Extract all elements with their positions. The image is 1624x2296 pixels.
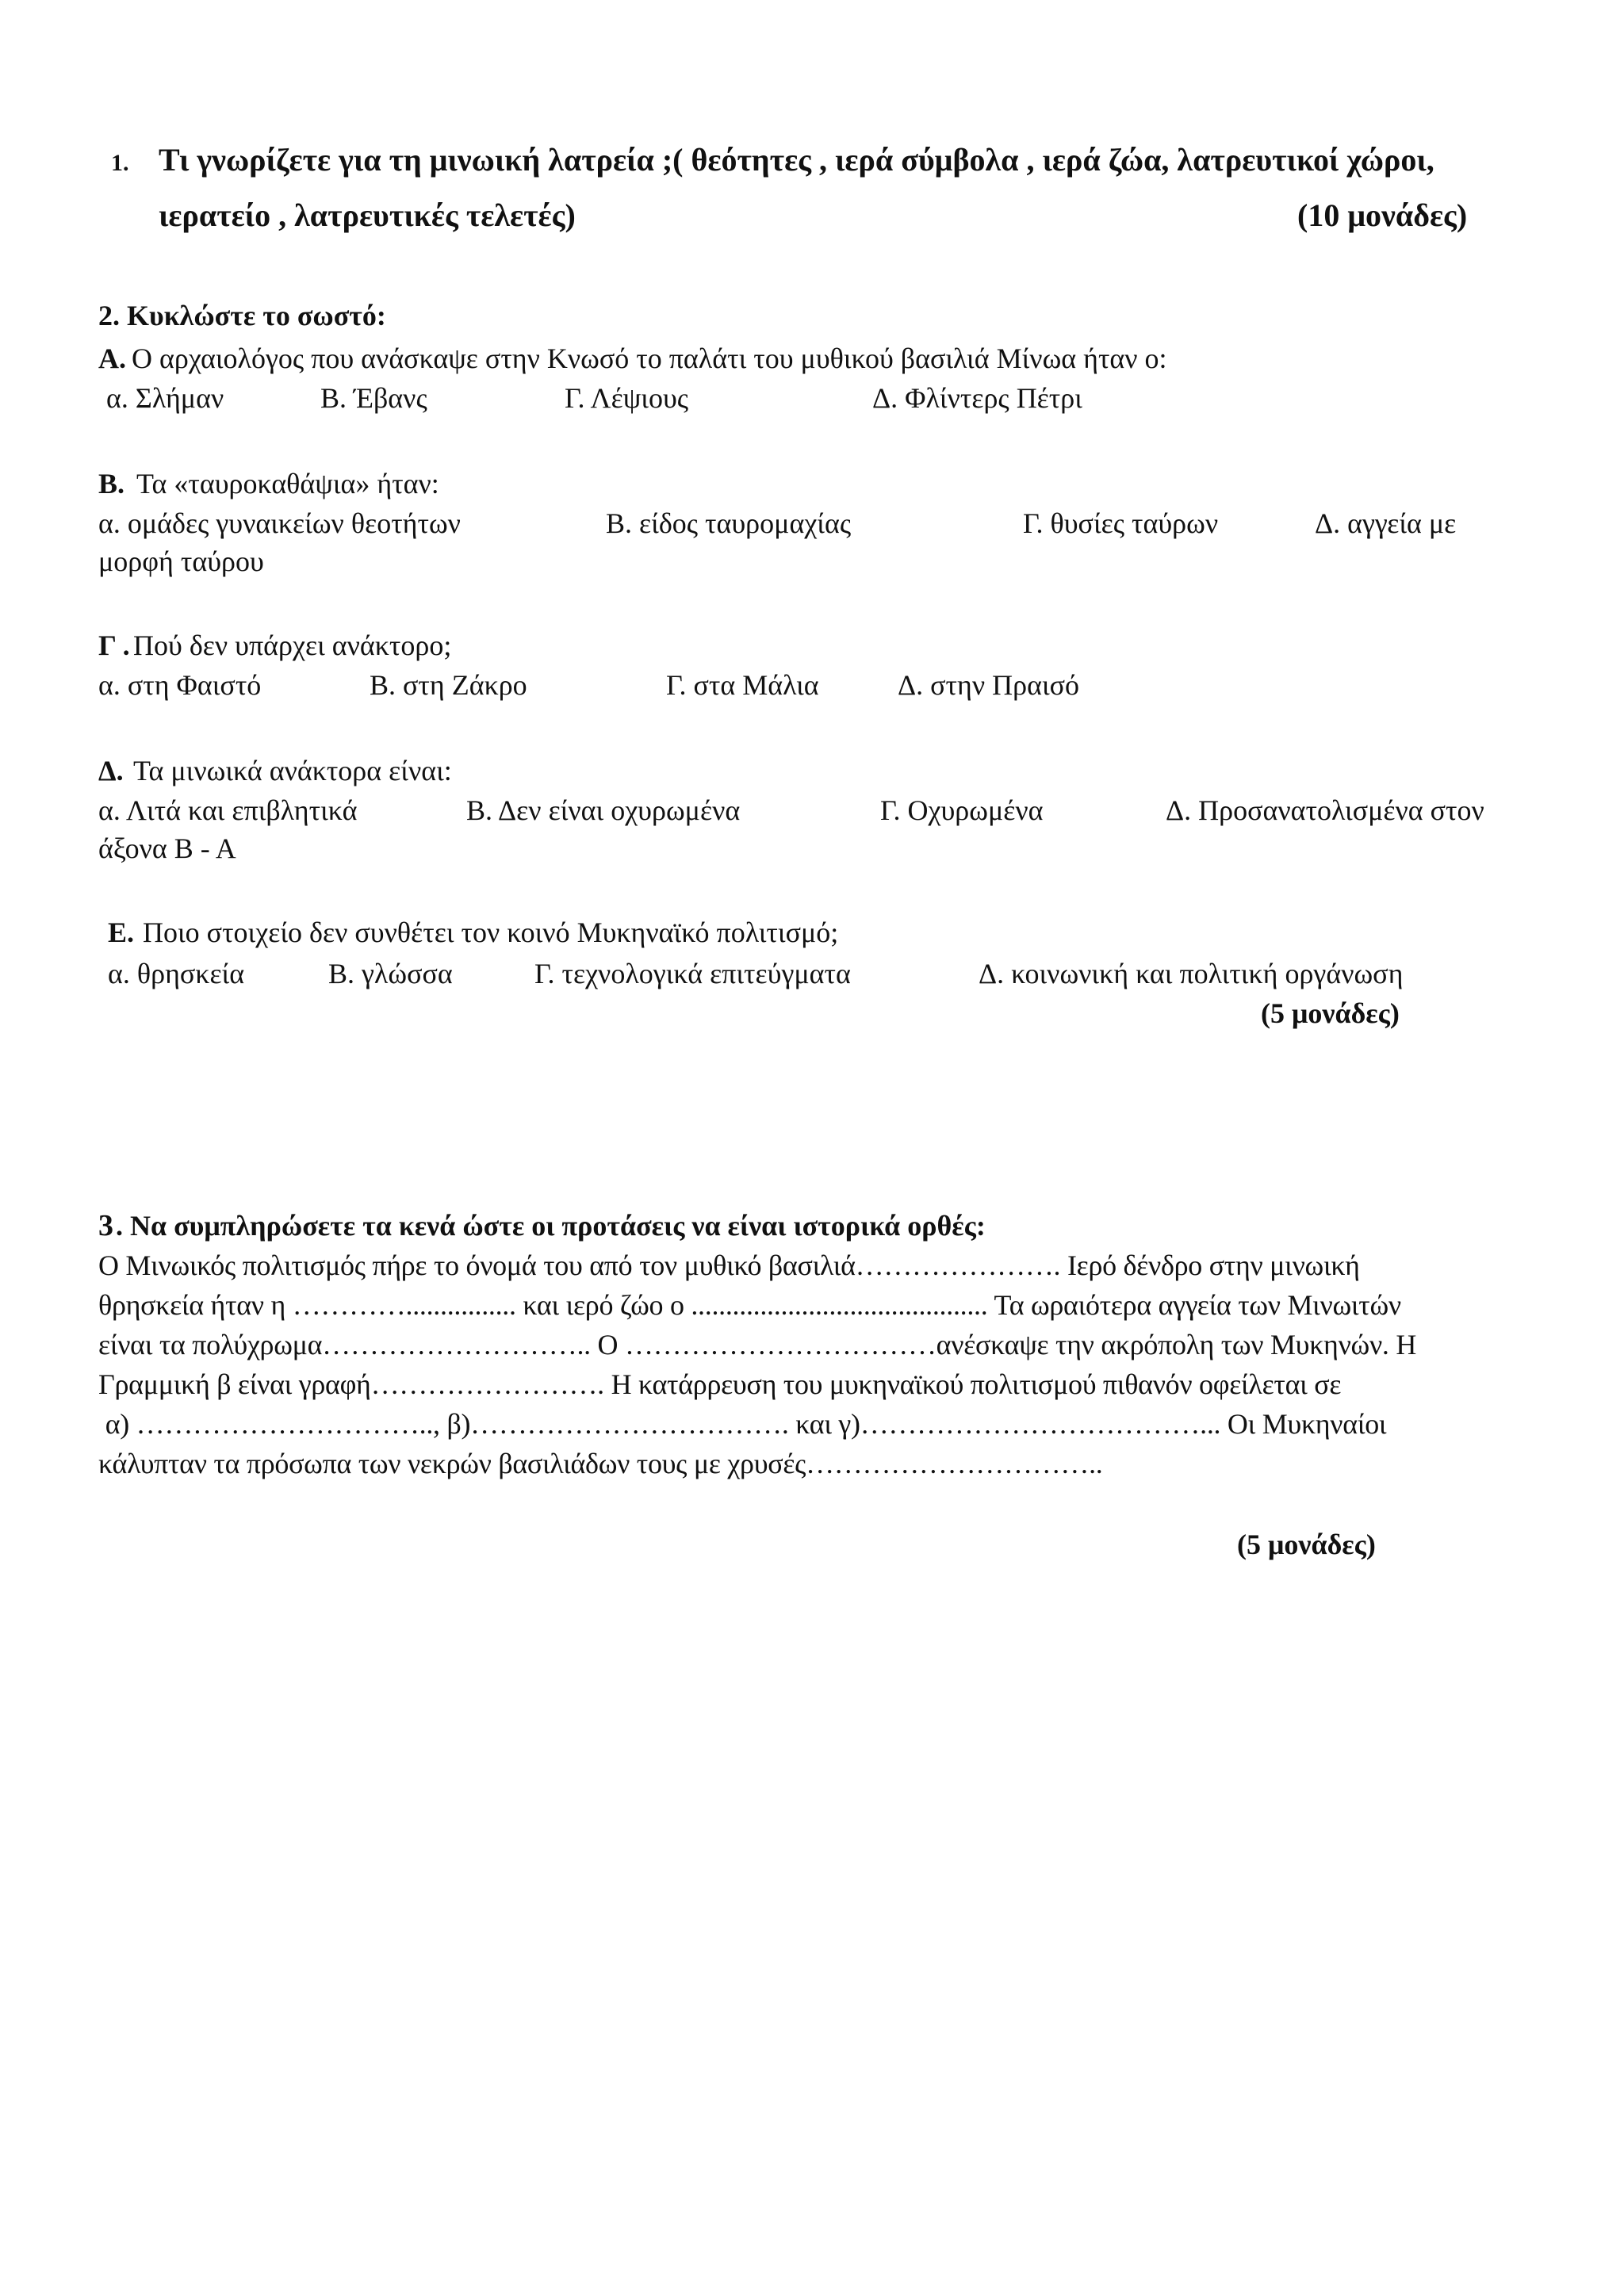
q2c-question: Πού δεν υπάρχει ανάκτορο;: [133, 629, 452, 661]
q2e-question: Ποιο στοιχείο δεν συνθέτει τον κοινό Μυκηναϊκό πολιτισμό;: [143, 916, 839, 948]
q3-fill-line-6[interactable]: κάλυπταν τα πρόσωπα των νεκρών βασιλιάδων τους με χρυσές…………………………..: [98, 1448, 1103, 1479]
q2b-option-a[interactable]: α. ομάδες γυναικείων θεοτήτων: [98, 507, 461, 539]
q2b-question: Τα «ταυροκαθάψια» ήταν:: [136, 468, 439, 499]
q3-fill-line-2[interactable]: θρησκεία ήταν η …………................ και ιερό ζώο ο ........................................... Τα ωραιότερα αγγεία των Μινωιτών: [98, 1289, 1401, 1321]
q1-line-1: Τι γνωρίζετε για τη μινωική λατρεία ;( θεότητες , ιερά σύμβολα , ιερά ζώα, λατρευτικοί χώροι,: [159, 142, 1434, 178]
q2d-option-c[interactable]: Γ. Οχυρωμένα: [880, 794, 1044, 826]
q2c-option-a[interactable]: α. στη Φαιστό: [98, 669, 262, 701]
q1-line-2: ιερατείο , λατρευτικές τελετές): [159, 197, 576, 233]
q2a-letter: Α.: [98, 342, 126, 374]
q2a-question: Ο αρχαιολόγος που ανάσκαψε στην Κνωσό το παλάτι του μυθικού βασιλιά Μίνωα ήταν ο:: [132, 342, 1167, 374]
q3-fill-line-4[interactable]: Γραμμική β είναι γραφή……………………. Η κατάρρευση του μυκηναϊκού πολιτισμού πιθανόν οφείλεται σε: [98, 1368, 1342, 1400]
q2a-option-d[interactable]: Δ. Φλίντερς Πέτρι: [872, 382, 1082, 414]
q2d-option-a[interactable]: α. Λιτά και επιβλητικά: [98, 794, 358, 826]
q2d-option-d-continuation: άξονα Β - Α: [98, 832, 236, 864]
q2b-option-d[interactable]: Δ. αγγεία με: [1315, 507, 1457, 539]
q2e-letter: Ε.: [108, 916, 135, 948]
q2a-option-b[interactable]: Β. Έβανς: [320, 382, 427, 414]
q2a-option-c[interactable]: Γ. Λέψιους: [565, 382, 689, 414]
q2b-option-b[interactable]: Β. είδος ταυρομαχίας: [606, 507, 852, 539]
q2e-option-d[interactable]: Δ. κοινωνική και πολιτική οργάνωση: [979, 958, 1404, 989]
q2a-option-a[interactable]: α. Σλήμαν: [106, 382, 224, 414]
q2b-letter: Β.: [98, 468, 125, 499]
q2e-option-a[interactable]: α. θρησκεία: [108, 958, 245, 989]
q3-fill-line-5[interactable]: α) ………………………….., β)……………………………. και γ)………………………………... Οι Μυκηναίοι: [98, 1408, 1387, 1440]
q1-points: (10 μονάδες): [1297, 197, 1468, 233]
q2-points: (5 μονάδες): [1261, 997, 1400, 1029]
q2e-option-b[interactable]: Β. γλώσσα: [328, 958, 453, 989]
q1-number: 1.: [111, 150, 129, 176]
q2b-option-c[interactable]: Γ. θυσίες ταύρων: [1023, 507, 1219, 539]
q2c-letter: Γ .: [98, 629, 130, 661]
q2c-option-b[interactable]: Β. στη Ζάκρο: [370, 669, 527, 701]
q2b-option-d-continuation: μορφή ταύρου: [98, 545, 264, 577]
q3-points: (5 μονάδες): [1237, 1529, 1376, 1560]
q2d-letter: Δ.: [98, 755, 124, 786]
q2d-question: Τα μινωικά ανάκτορα είναι:: [133, 755, 452, 786]
q3-title: . Να συμπληρώσετε τα κενά ώστε οι προτάσεις να είναι ιστορικά ορθές:: [116, 1210, 986, 1242]
q2c-option-d[interactable]: Δ. στην Πραισό: [898, 669, 1080, 701]
q2-title: 2. Κυκλώστε το σωστό:: [98, 300, 386, 331]
q3-number: 3: [98, 1209, 113, 1242]
q2d-option-d[interactable]: Δ. Προσανατολισμένα στον: [1166, 794, 1484, 826]
q3-fill-line-3[interactable]: είναι τα πολύχρωμα……………………….. Ο ……………………………ανέσκαψε την ακρόπολη των Μυκηνών. Η: [98, 1329, 1417, 1360]
q2c-option-c[interactable]: Γ. στα Μάλια: [666, 669, 819, 701]
q2e-option-c[interactable]: Γ. τεχνολογικά επιτεύγματα: [534, 958, 851, 989]
q2d-option-b[interactable]: Β. Δεν είναι οχυρωμένα: [466, 794, 741, 826]
q3-fill-line-1[interactable]: Ο Μινωικός πολιτισμός πήρε το όνομά του από τον μυθικό βασιλιά…………………. Ιερό δένδρο στην μινωική: [98, 1249, 1360, 1281]
